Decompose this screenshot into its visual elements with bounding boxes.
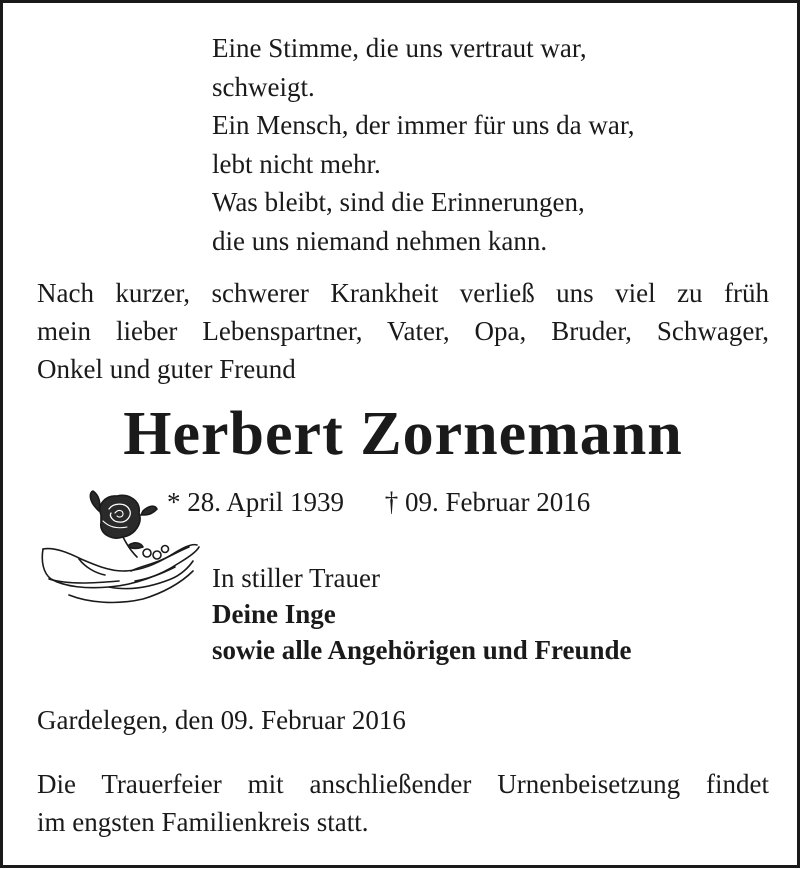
announcement-text bbox=[37, 274, 769, 388]
poem bbox=[212, 29, 635, 260]
poem-line: schweigt. bbox=[212, 71, 315, 102]
funeral-line: Die Trauerfeier mit anschließender Urnenbeisetzung findet bbox=[37, 769, 769, 799]
place-and-date: Gardelegen, den 09. Februar 2016 bbox=[37, 705, 406, 735]
birth-date: * 28. April 1939 bbox=[167, 487, 345, 517]
mourner-others: sowie alle Angehörigen und Freunde bbox=[212, 635, 632, 665]
mourners-block bbox=[212, 560, 632, 668]
poem-line: Eine Stimme, die uns vertraut war, bbox=[212, 33, 587, 63]
deceased-name: Herbert Zornemann bbox=[123, 400, 683, 468]
poem-line: die uns niemand nehmen kann. bbox=[212, 225, 548, 256]
poem-line: Ein Mensch, der immer für uns da war, bbox=[212, 110, 635, 140]
announcement-line: Nach kurzer, schwerer Krankheit verließ uns viel zu früh bbox=[37, 278, 769, 308]
poem-line: lebt nicht mehr. bbox=[212, 148, 381, 179]
death-date: † 09. Februar 2016 bbox=[384, 487, 591, 517]
funeral-notice bbox=[37, 765, 769, 841]
announcement-line: mein lieber Lebenspartner, Vater, Opa, Bruder, Schwager, bbox=[37, 316, 769, 346]
poem-line: Was bleibt, sind die Erinnerungen, bbox=[212, 187, 585, 217]
mourner-primary: Deine Inge bbox=[212, 599, 336, 629]
funeral-line: im engsten Familienkreis statt. bbox=[37, 807, 369, 837]
mourning-intro: In stiller Trauer bbox=[212, 563, 380, 593]
life-dates bbox=[167, 485, 590, 519]
announcement-line: Onkel und guter Freund bbox=[37, 354, 296, 384]
